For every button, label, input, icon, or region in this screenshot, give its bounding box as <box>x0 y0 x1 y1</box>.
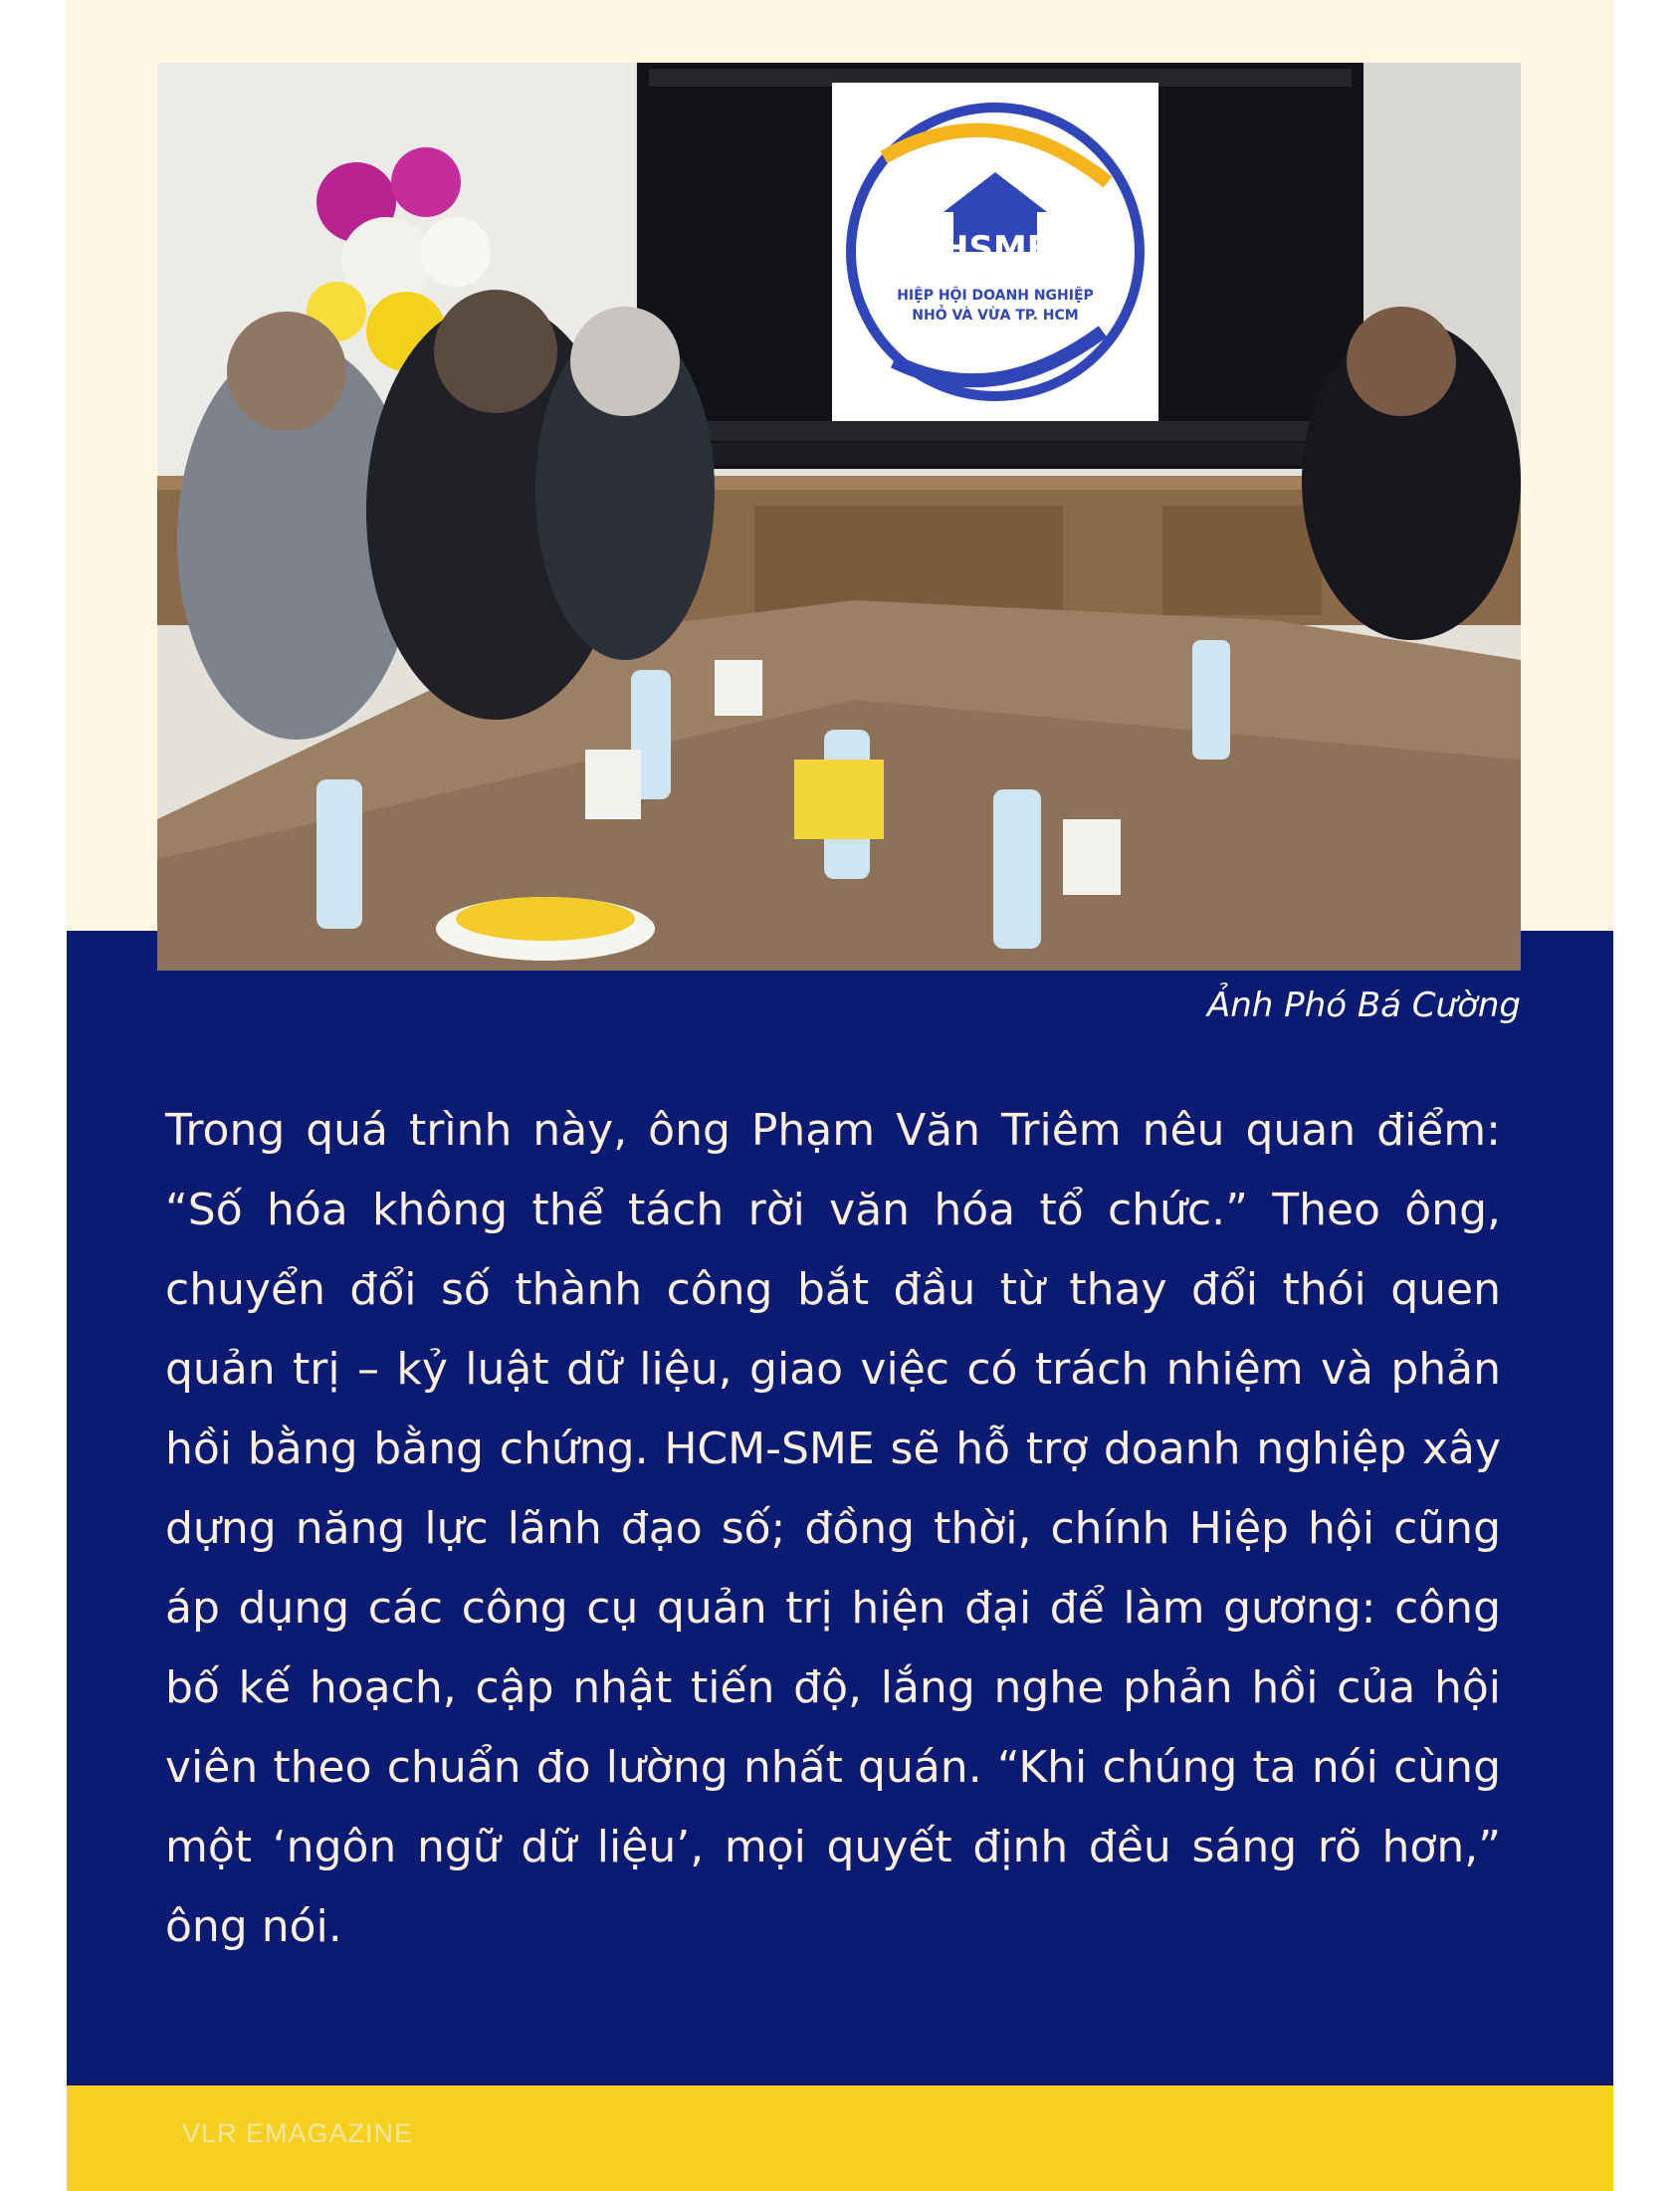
logo-line-2: NHỎ VÀ VỪA TP. HCM <box>912 308 1079 324</box>
photo-caption: Ảnh Phó Bá Cường <box>1206 986 1521 1025</box>
meeting-photo <box>157 63 1521 971</box>
logo-line-1: HIỆP HỘI DOANH NGHIỆP <box>897 288 1094 304</box>
logo-acronym: HSME <box>940 229 1051 269</box>
magazine-brand: VLR EMAGAZINE <box>182 2118 414 2148</box>
article-paragraph: Trong quá trình này, ông Phạm Văn Triêm nêu quan điểm: “Số hóa không thể tách rời văn hóa tổ chức.” Theo ông, chuyển đổi số thành công bắt đầu từ thay đổi thói quen quản trị – kỷ luật dữ liệu, giao việc có trách nhiệm và phản hồi bằng bằng chứng. HCM-SME sẽ hỗ trợ doanh nghiệp xây dựng năng lực lãnh đạo số; đồng thời, chính Hiệp hội cũng áp dụng các công cụ quản trị hiện đại để làm gương: công bố kế hoạch, cập nhật tiến độ, lắng nghe phản hồi của hội viên theo chuẩn đo lường nhất quán. “Khi chúng ta nói cùng một ‘ngôn ngữ dữ liệu’, mọi quyết định đều sáng rõ hơn,” ông nói. <box>165 1105 1501 1952</box>
